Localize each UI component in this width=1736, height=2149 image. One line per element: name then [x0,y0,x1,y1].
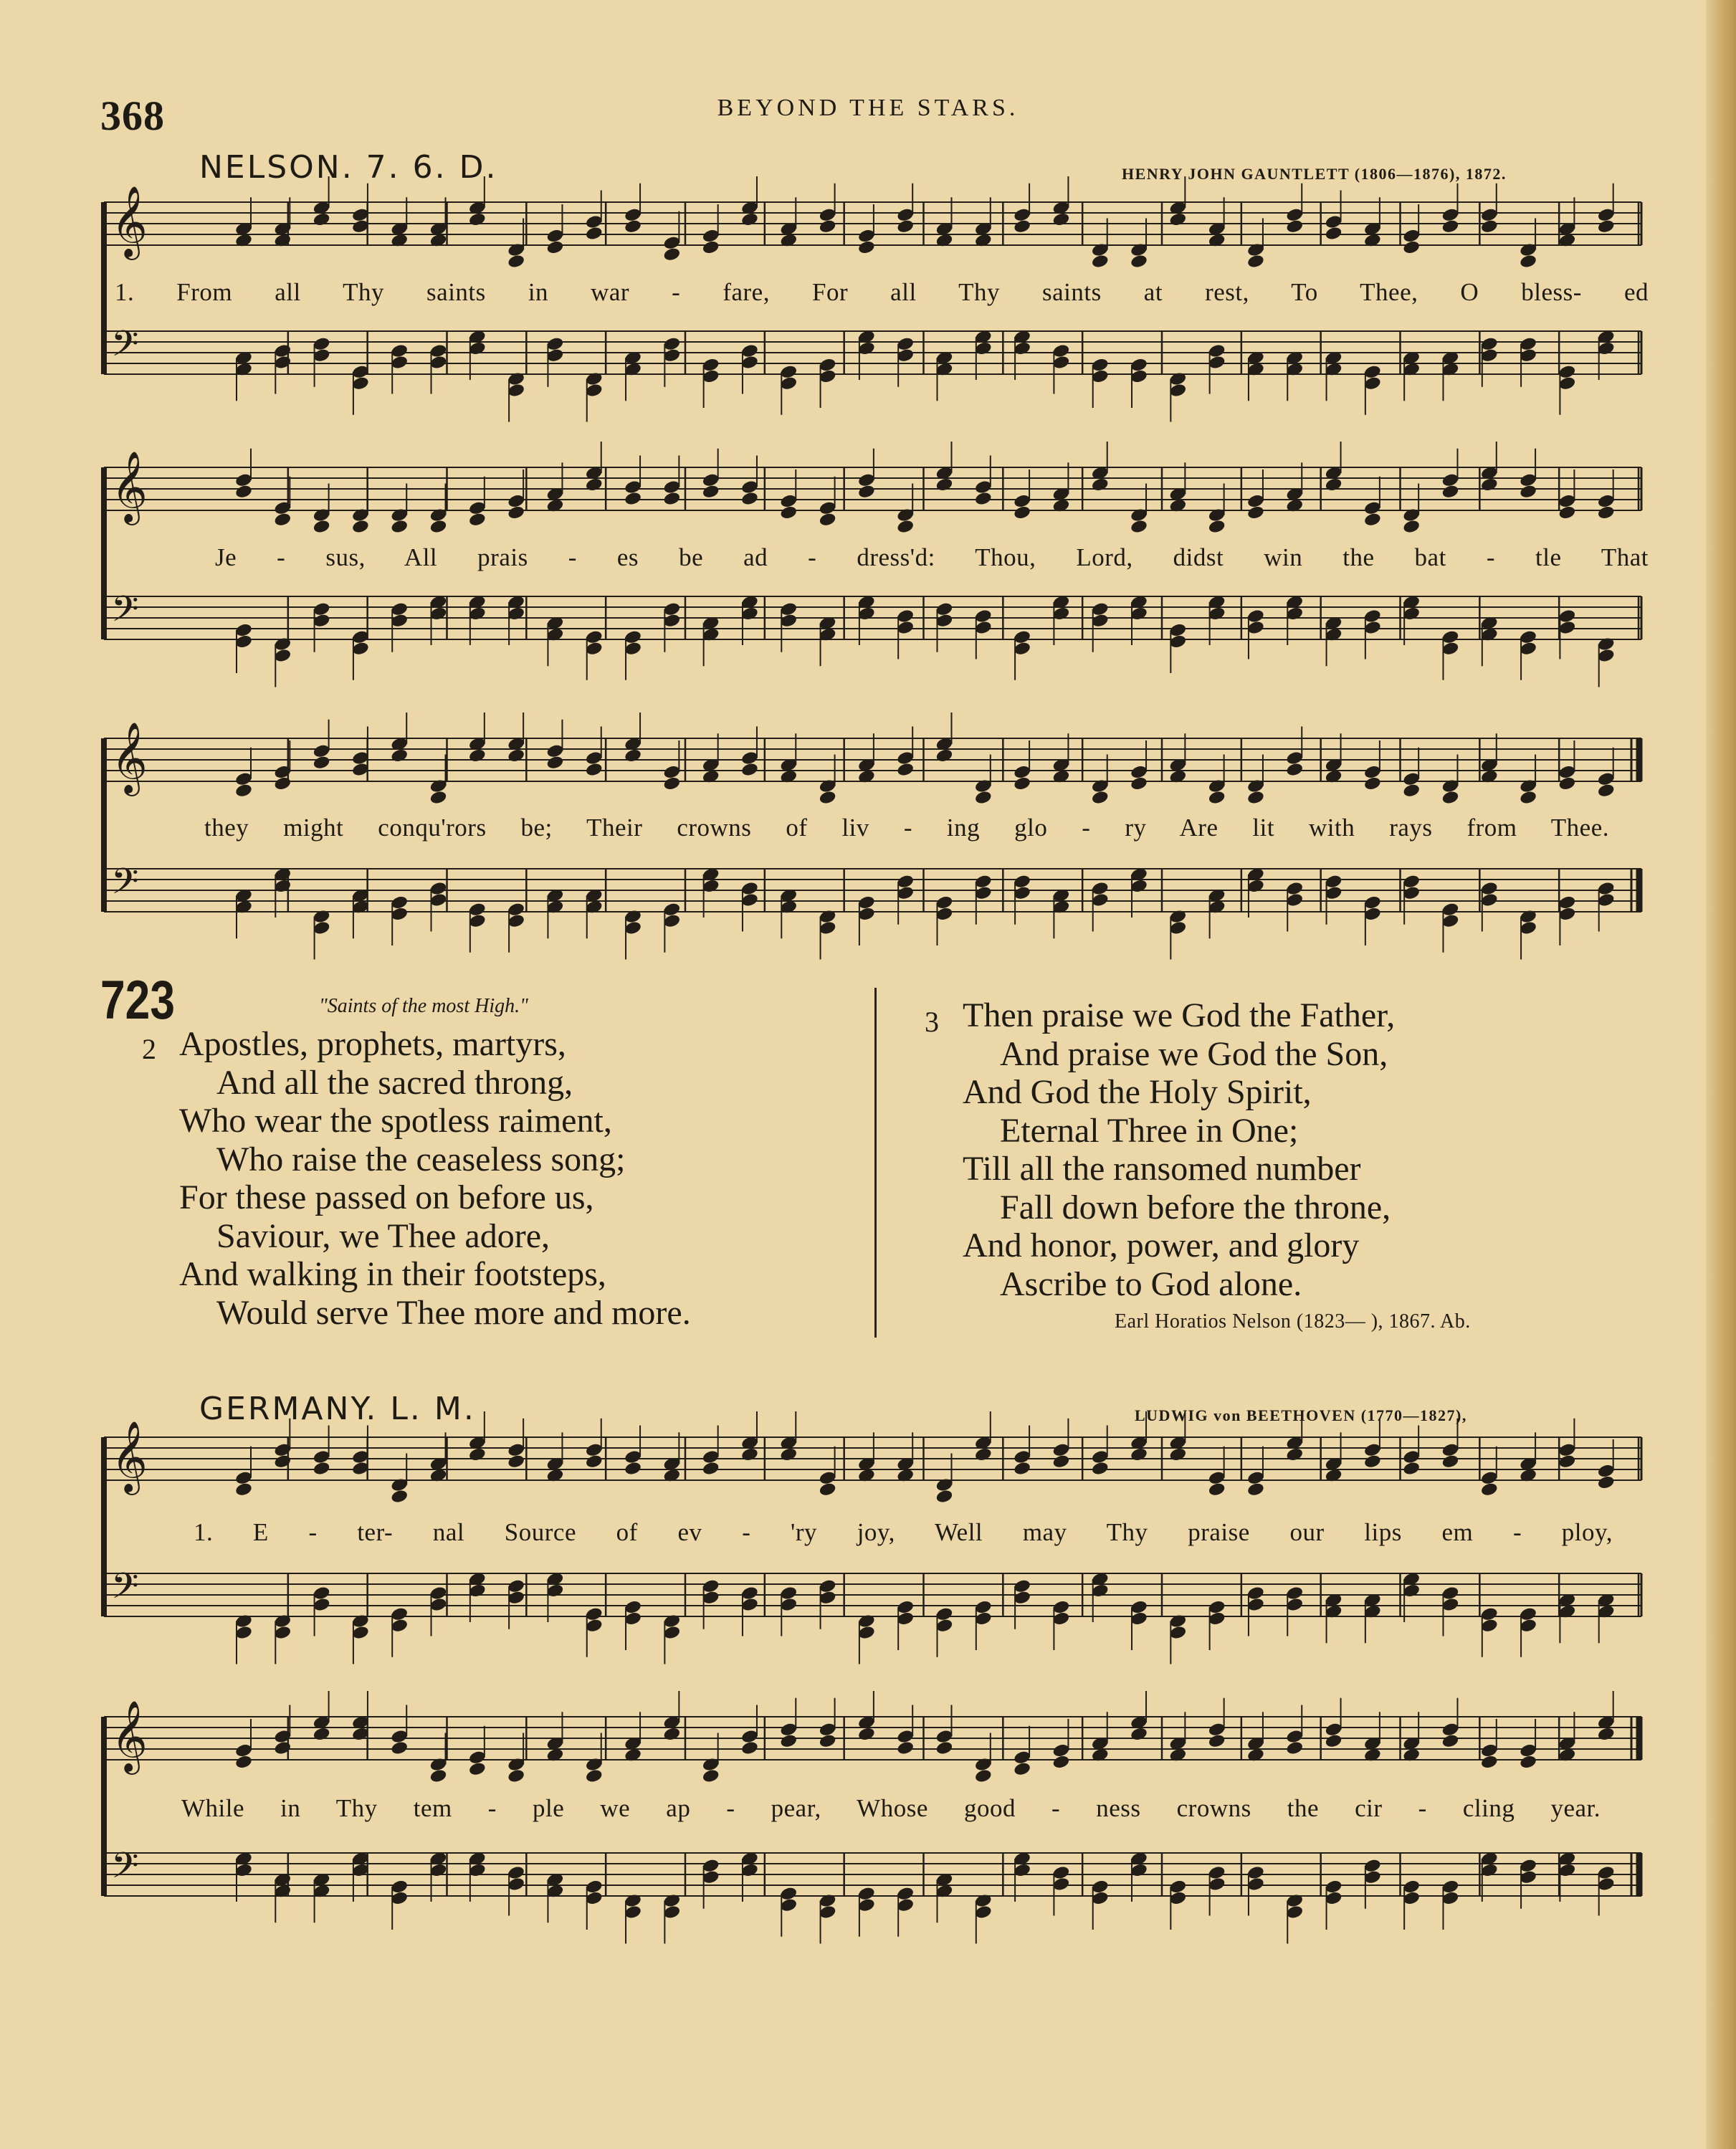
stanza-2-line: And walking in their footsteps, [179,1255,606,1293]
svg-text:𝄢: 𝄢 [111,861,139,911]
lyric-line-4: 1. E - ter- nal Source of ev - 'ry joy, Well may Thy praise our lips em - ploy, [194,1518,1613,1546]
svg-text:𝄞: 𝄞 [111,1700,148,1772]
stanza-3-line: And honor, power, and glory [963,1226,1360,1264]
tune-name-germany: GERMANY. L. M. [199,1391,476,1427]
text-attribution: Earl Horatios Nelson (1823— ), 1867. Ab. [1115,1310,1471,1333]
lyric-line-2: Je - sus, All prais - es be ad - dress'd: Thou, Lord, didst win the bat - tle That [215,543,1649,571]
hymn-epigraph: "Saints of the most High." [319,995,528,1017]
hymn-number: 723 [100,970,175,1031]
svg-text:𝄢: 𝄢 [111,589,139,639]
stanza-3-line: Ascribe to God alone. [1000,1264,1302,1303]
stanza-2-number: 2 [142,1033,156,1065]
svg-text:𝄞: 𝄞 [111,1421,148,1492]
stanza-2-line: Would serve Thee more and more. [216,1293,691,1332]
stanza-2-line: Who wear the spotless raiment, [179,1102,612,1140]
svg-text:𝄢: 𝄢 [111,323,139,373]
stanza-3 [963,996,1395,1303]
lyric-line-1: 1. From all Thy saints in war - fare, For all Thy saints at rest, To Thee, O bless- ed [115,278,1649,306]
stanza-3-line: And praise we God the Son, [1000,1034,1388,1073]
svg-text:𝄢: 𝄢 [111,1566,139,1616]
page-number: 368 [100,92,165,139]
stanza-3-number: 3 [925,1006,939,1038]
composer-gauntlett: HENRY JOHN GAUNTLETT (1806—1876), 1872. [1122,165,1507,183]
stanza-2-line: Apostles, prophets, martyrs, [179,1025,566,1063]
stanza-3-line: Fall down before the throne, [1000,1188,1391,1226]
stanza-3-line: And God the Holy Spirit, [963,1073,1312,1111]
stanza-3-line: Then praise we God the Father, [963,996,1396,1034]
svg-text:𝄢: 𝄢 [111,1845,139,1895]
stanza-2-line: For these passed on before us, [179,1178,594,1216]
svg-text:𝄞: 𝄞 [111,186,148,257]
stanza-2-line: And all the sacred throng, [216,1063,573,1102]
stanza-3-line: Till all the ransomed number [963,1150,1361,1188]
lyric-line-3: they might conqu'rors be; Their crowns of liv - ing glo - ry Are lit with rays from Thee. [204,814,1609,842]
svg-text:𝄞: 𝄞 [111,722,148,794]
running-head: BEYOND THE STARS. [717,95,1019,121]
stanza-3-line: Eternal Three in One; [1000,1111,1299,1150]
lyric-line-5: While in Thy tem - ple we ap - pear, Whose good - ness crowns the cir - cling year. [181,1794,1601,1822]
svg-text:𝄞: 𝄞 [111,451,148,523]
composer-beethoven: LUDWIG von BEETHOVEN (1770—1827), [1135,1406,1467,1424]
stanza-2-line: Who raise the ceaseless song; [216,1140,626,1178]
stanza-2-line: Saviour, we Thee adore, [216,1216,550,1255]
tune-name-nelson: NELSON. 7. 6. D. [199,149,498,186]
stanza-2 [179,1025,691,1332]
column-divider [874,988,877,1338]
